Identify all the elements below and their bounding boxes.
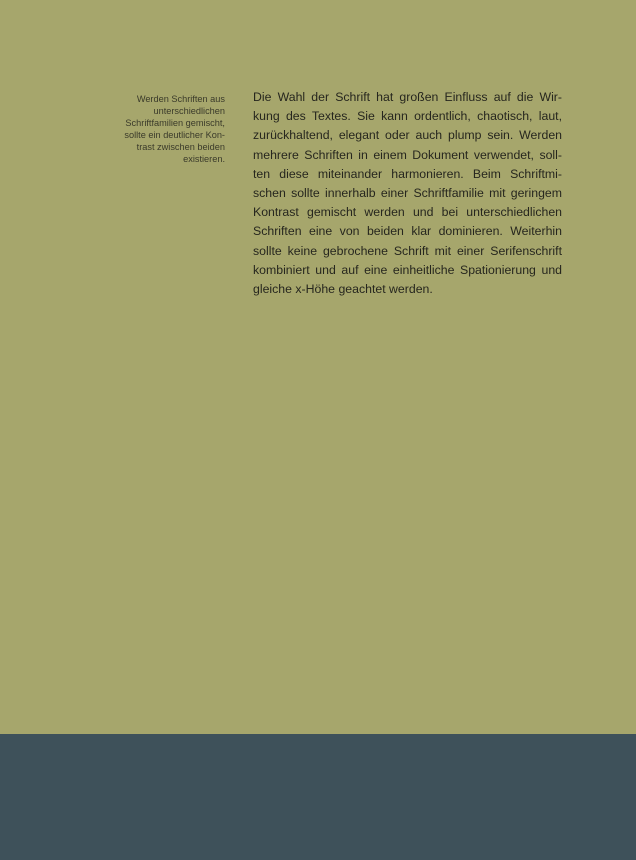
margin-note bbox=[108, 93, 225, 166]
body-line: Kontrast gemischt werden und bei unterschiedlichen bbox=[253, 205, 562, 220]
body-line: Die Wahl der Schrift hat großen Einfluss auf die Wir- bbox=[253, 90, 562, 104]
body-line: zurückhaltend, elegant oder auch plump sein. Werden bbox=[253, 128, 562, 143]
body-line: gleiche x-Höhe geachtet werden. bbox=[253, 282, 433, 297]
body-line: Schriften eine von beiden klar dominieren. Weiterhin bbox=[253, 224, 562, 239]
body-paragraph bbox=[253, 88, 562, 299]
body-line: kung des Textes. Sie kann ordentlich, chaotisch, laut, bbox=[253, 109, 562, 124]
body-line: mehrere Schriften in einem Dokument verwendet, soll- bbox=[253, 147, 562, 162]
body-line: ten diese miteinander harmonieren. Beim Schriftmi- bbox=[253, 166, 562, 181]
margin-note-line: Werden Schriften aus bbox=[136, 94, 225, 104]
footer-band bbox=[0, 734, 636, 860]
margin-note-line: sollte ein deutlicher Kon- bbox=[124, 130, 225, 141]
body-line: schen sollte innerhalb einer Schriftfamilie mit geringem bbox=[253, 186, 562, 201]
margin-note-line: existieren. bbox=[183, 154, 225, 165]
margin-note-line: trast zwischen beiden bbox=[136, 142, 225, 153]
margin-note-line: unterschiedlichen bbox=[153, 106, 225, 117]
margin-note-line: Schriftfamilien gemischt, bbox=[125, 118, 225, 129]
body-line: kombiniert und auf eine einheitliche Spationierung und bbox=[253, 262, 562, 277]
body-line: sollte keine gebrochene Schrift mit einer Serifenschrift bbox=[253, 243, 562, 258]
